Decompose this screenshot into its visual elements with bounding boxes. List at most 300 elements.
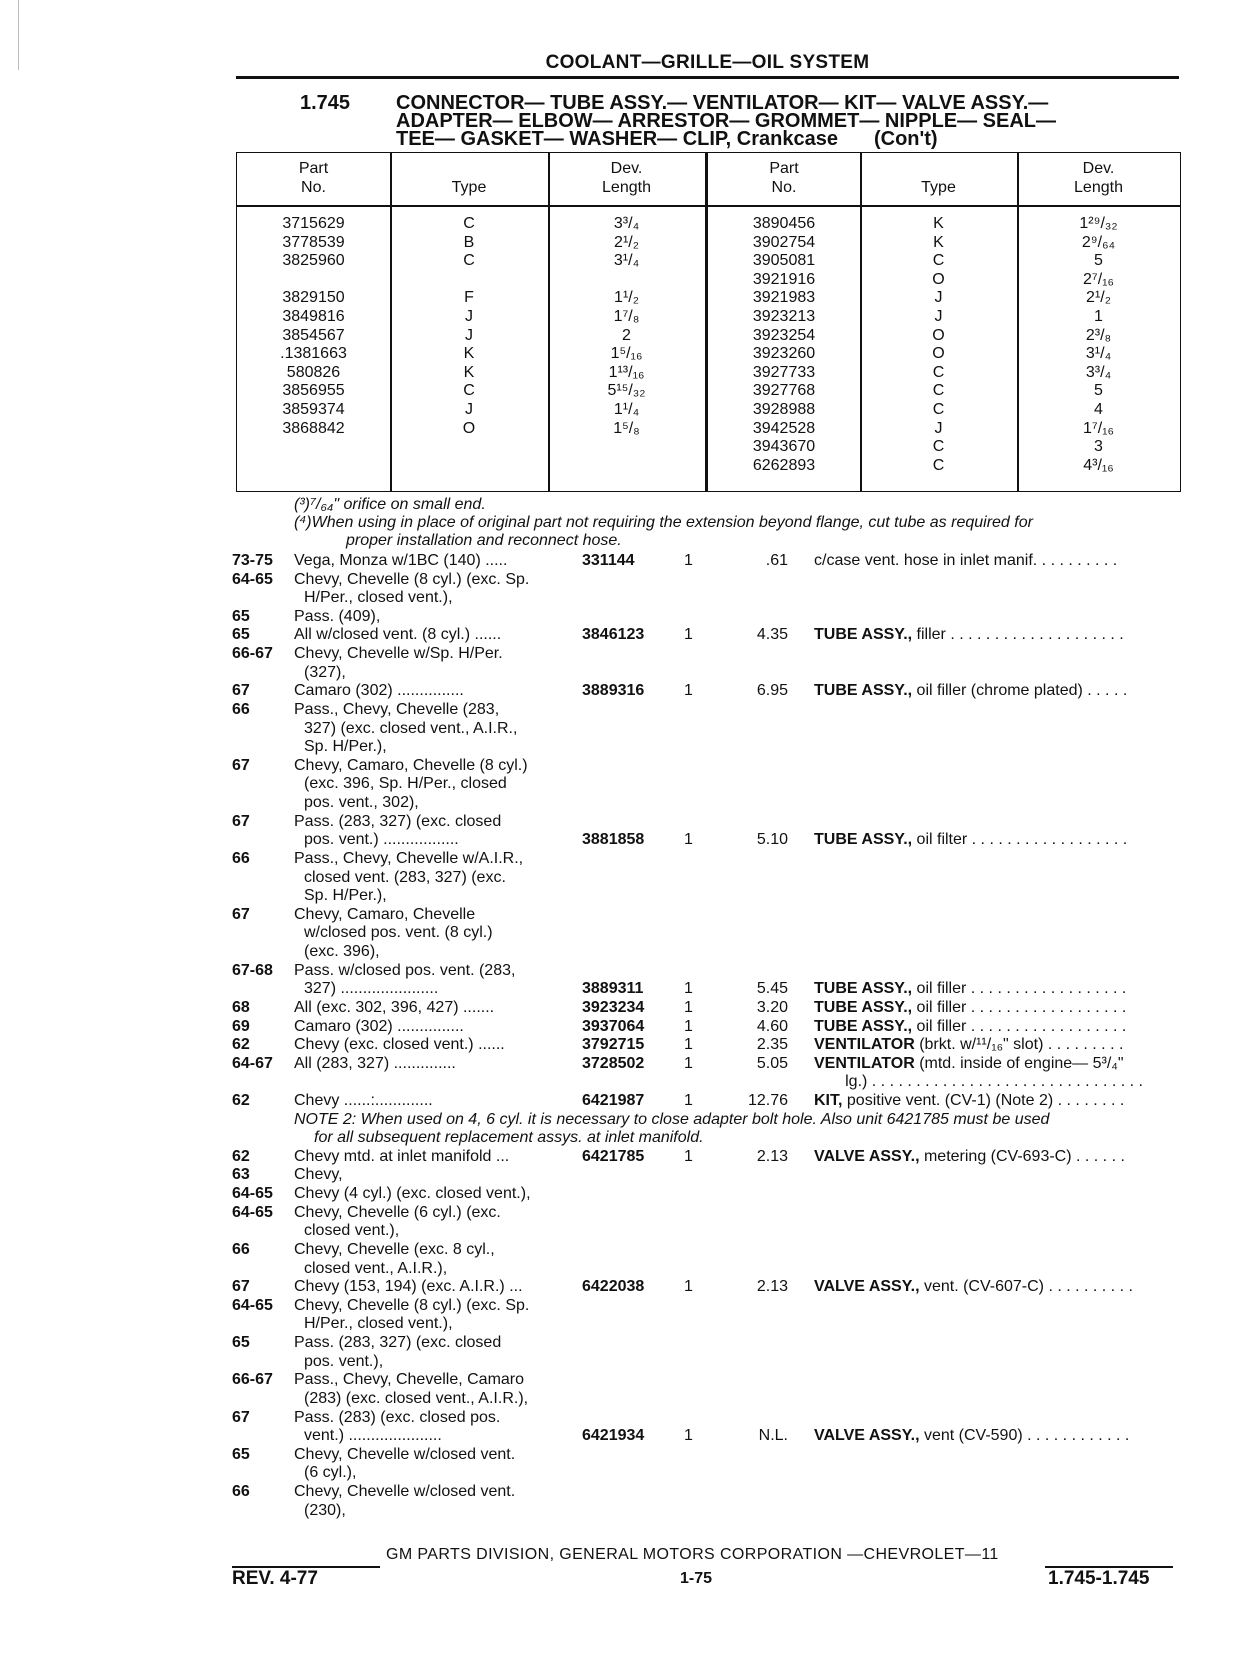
table-cell-type: C: [463, 382, 475, 400]
table-cell-type: J: [465, 400, 473, 418]
model-year: 65: [232, 1334, 250, 1352]
part-name-bold: TUBE ASSY.,: [814, 980, 913, 998]
model-year: 67: [232, 1408, 250, 1426]
application-description: (exc. 396, Sp. H/Per., closed: [304, 775, 507, 793]
footer-revision: REV. 4-77: [232, 1568, 318, 1589]
table-cell-length: [548, 438, 705, 457]
part-name: [814, 1092, 1124, 1111]
table-cell-part-no: [237, 457, 390, 476]
part-name: [814, 1427, 1129, 1446]
table-cell-length: 1¹/₂: [614, 289, 639, 307]
model-year: 66: [232, 700, 250, 718]
heading-continued: (Con't): [873, 128, 938, 150]
table-cell-length: 4: [1094, 400, 1103, 418]
quantity: 1: [684, 1427, 693, 1445]
table-cell-type: J: [465, 326, 473, 344]
model-year: 64-65: [232, 1185, 273, 1203]
price: 4.35: [756, 626, 788, 644]
parts-list-row: [232, 1502, 1182, 1521]
model-year: 73-75: [232, 552, 273, 569]
part-name-detail: metering (CV-693-C) . . . . . .: [919, 1147, 1125, 1165]
part-name: [814, 552, 1117, 571]
parts-list-row: [232, 1353, 1182, 1372]
parts-list-row: [232, 1297, 1182, 1316]
table-cell-length: 3¹/₄: [613, 252, 640, 270]
parts-list-row: [232, 626, 1182, 645]
quantity: 1: [684, 831, 693, 849]
price: .61: [765, 552, 788, 569]
parts-list-row: [232, 906, 1182, 925]
item-heading-line-2: ADAPTER— ELBOW— ARRESTOR— GROMMET— NIPPLE— SEAL—: [396, 110, 1057, 132]
quantity: 1: [684, 682, 693, 700]
parts-list-row: [232, 831, 1182, 850]
application-description: H/Per., closed vent.),: [304, 589, 453, 607]
table-cell-length: 2³/₈: [1085, 326, 1112, 344]
part-number: 3728502: [582, 1054, 645, 1072]
model-year: 66: [232, 1240, 250, 1258]
application-description: All (283, 327) ..............: [294, 1054, 456, 1072]
table-cell-part-no: 3921916: [752, 270, 816, 288]
application-description: Chevy, Chevelle (8 cyl.) (exc. Sp.: [294, 1296, 530, 1314]
parts-list-row: [232, 850, 1182, 869]
model-year: 67: [232, 682, 250, 700]
model-year: 65: [232, 626, 250, 644]
column-type-right: [860, 215, 1017, 475]
part-name: [814, 999, 1126, 1018]
table-cell-part-no: 3923213: [752, 307, 816, 325]
part-name-detail: vent (CV-590) . . . . . . . . . . . .: [919, 1427, 1130, 1445]
application-description: Chevy, Chevelle w/Sp. H/Per.: [294, 645, 503, 663]
parts-list-row: [232, 1446, 1182, 1465]
application-description: Pass., Chevy, Chevelle, Camaro: [294, 1371, 525, 1389]
parts-list-row: [232, 962, 1182, 981]
table-cell-length: 3¹/₄: [1085, 345, 1112, 363]
application-description: Chevy (exc. closed vent.) ......: [294, 1036, 505, 1054]
model-year: 64-67: [232, 1054, 273, 1072]
table-cell-length: 1¹³/₁₆: [608, 363, 645, 381]
table-cell-type: J: [934, 419, 943, 437]
table-header-rule: [237, 205, 1180, 207]
application-description: Chevy (4 cyl.) (exc. closed vent.),: [294, 1185, 531, 1203]
table-cell-length: 1⁵/₈: [613, 419, 640, 437]
table-cell-part-no: 3927733: [752, 363, 816, 381]
application-description: Chevy, Chevelle (8 cyl.) (exc. Sp.: [294, 570, 530, 588]
application-description: Sp. H/Per.),: [304, 887, 387, 905]
parts-list-row: [232, 1166, 1182, 1185]
header-type-right: Type: [921, 179, 956, 196]
table-cell-part-no: 3927768: [752, 382, 816, 400]
parts-list-row: [232, 664, 1182, 683]
parts-list-row: [232, 757, 1182, 776]
part-name-bold: VALVE ASSY.,: [814, 1427, 920, 1445]
table-cell-part-no: .1381663: [280, 345, 347, 363]
table-cell-type: O: [932, 345, 945, 363]
table-cell-type: [390, 271, 548, 290]
part-number: 3923234: [582, 998, 645, 1016]
quantity: 1: [684, 552, 693, 569]
table-cell-type: J: [934, 289, 943, 307]
price: 3.20: [756, 998, 788, 1016]
part-name-detail: (brkt. w/¹¹/₁₆" slot) . . . . . . . . .: [914, 1036, 1124, 1054]
application-description: closed vent., A.I.R.),: [304, 1259, 448, 1277]
part-number: 331144: [582, 552, 635, 569]
application-description: Chevy,: [294, 1166, 343, 1184]
application-description: Chevy, Chevelle (exc. 8 cyl.,: [294, 1240, 495, 1258]
table-cell-type: C: [932, 252, 945, 270]
section-title: COOLANT—GRILLE—OIL SYSTEM: [545, 52, 870, 73]
parts-list-row: [232, 1315, 1182, 1334]
parts-list-row: [232, 1427, 1182, 1446]
table-cell-length: 4³/₁₆: [1083, 456, 1114, 474]
part-name-bold: TUBE ASSY.,: [814, 682, 913, 700]
part-number: 6422038: [582, 1278, 645, 1296]
part-number: 3792715: [582, 1036, 645, 1054]
table-cell-part-no: 3923260: [752, 345, 816, 363]
parts-list-row: [232, 924, 1182, 943]
model-year: 64-65: [232, 1296, 273, 1314]
application-description: closed vent.),: [304, 1222, 400, 1240]
footer-item-range: 1.745-1.745: [1048, 1568, 1150, 1589]
model-year: 65: [232, 1445, 250, 1463]
part-name: [814, 831, 1127, 850]
application-description: closed vent. (283, 327) (exc.: [304, 868, 506, 886]
parts-list-row: [232, 943, 1182, 962]
application-description: Camaro (302) ...............: [294, 1017, 464, 1035]
parts-list-row: [232, 775, 1182, 794]
table-cell-part-no: [237, 438, 390, 457]
item-heading-line-3: [396, 130, 938, 149]
application-description: pos. vent., 302),: [304, 794, 419, 812]
application-description: All w/closed vent. (8 cyl.) ......: [294, 626, 502, 644]
parts-list-row: [232, 794, 1182, 813]
application-description: 327) ......................: [304, 980, 439, 998]
table-cell-type: K: [933, 215, 944, 232]
part-number: 3846123: [582, 626, 645, 644]
part-number: 6421934: [582, 1427, 645, 1445]
column-length-left: [548, 215, 705, 475]
model-year: 68: [232, 998, 250, 1016]
table-cell-part-no: 3778539: [282, 233, 345, 251]
quantity: 1: [684, 1147, 693, 1165]
table-cell-length: 1¹/₄: [613, 400, 640, 418]
application-description: Chevy ......:.............: [294, 1091, 433, 1109]
table-cell-type: C: [932, 400, 945, 418]
parts-list-row: [232, 1092, 1182, 1111]
part-name-detail: vent. (CV-607-C) . . . . . . . . . .: [919, 1278, 1133, 1296]
price: 2.13: [756, 1278, 788, 1296]
application-description: pos. vent.) .................: [304, 831, 459, 849]
table-cell-length: 5: [1094, 382, 1103, 400]
table-cell-type: [390, 457, 548, 476]
application-description: Chevy, Camaro, Chevelle (8 cyl.): [294, 756, 528, 774]
price: 2.35: [756, 1036, 788, 1054]
parts-list-row: [232, 1018, 1182, 1037]
model-year: 66-67: [232, 645, 273, 663]
table-cell-length: [548, 457, 705, 476]
parts-list-row: [232, 1278, 1182, 1297]
application-description: Pass. (283, 327) (exc. closed: [294, 812, 502, 830]
price: 4.60: [756, 1017, 788, 1035]
part-name-bold: TUBE ASSY.,: [814, 626, 913, 644]
part-name: [814, 626, 1124, 645]
model-year: 66: [232, 1483, 250, 1500]
parts-list-row: [232, 1185, 1182, 1204]
application-description: Pass., Chevy, Chevelle w/A.I.R.,: [294, 849, 524, 867]
header-part-no-right: Part No.: [769, 160, 799, 196]
column-part-no-left: [237, 215, 390, 475]
table-cell-part-no: 3825960: [282, 252, 345, 270]
part-name: [814, 1018, 1126, 1037]
table-cell-type: J: [465, 307, 473, 325]
table-cell-type: O: [932, 326, 945, 344]
quantity: 1: [684, 1036, 693, 1054]
table-cell-part-no: 3905081: [752, 252, 816, 270]
table-cell-type: C: [932, 382, 945, 400]
model-year: 67: [232, 1278, 250, 1296]
table-cell-length: 2: [622, 326, 631, 344]
table-cell-length: 3³/₄: [613, 215, 640, 232]
price: 5.05: [756, 1054, 788, 1072]
table-cell-length: 1⁷/₁₆: [1083, 419, 1114, 437]
parts-list-row: [232, 1036, 1182, 1055]
part-name: [814, 980, 1126, 999]
part-name: [814, 1278, 1133, 1297]
part-name: [814, 1073, 1143, 1092]
part-name-bold: TUBE ASSY.,: [814, 1017, 913, 1035]
application-description: Pass. (283) (exc. closed pos.: [294, 1408, 501, 1426]
application-description: w/closed pos. vent. (8 cyl.): [304, 924, 493, 942]
table-cell-length: 2¹/₂: [1086, 289, 1111, 307]
parts-list-row: [232, 887, 1182, 906]
item-heading-line-1: CONNECTOR— TUBE ASSY.— VENTILATOR— KIT— VALVE ASSY.—: [396, 92, 1049, 114]
column-length-right: [1017, 215, 1180, 475]
parts-list-row: [232, 1129, 1182, 1148]
application-description: 327) (exc. closed vent., A.I.R.,: [304, 719, 518, 737]
footer-page-number: 1-75: [680, 1570, 713, 1587]
quantity: 1: [684, 1017, 693, 1035]
table-cell-part-no: 3859374: [282, 400, 345, 418]
note-text: NOTE 2: When used on 4, 6 cyl. it is necessary to close adapter bolt hole. Also unit 6421785 must be used: [294, 1110, 1050, 1128]
model-year: 62: [232, 1036, 250, 1054]
note-text: for all subsequent replacement assys. at inlet manifold.: [314, 1129, 704, 1147]
application-description: (6 cyl.),: [304, 1464, 357, 1482]
table-cell-part-no: 3943670: [752, 438, 816, 456]
application-description: Vega, Monza w/1BC (140) .....: [294, 552, 508, 569]
table-cell-length: 1²⁹/₃₂: [1079, 215, 1118, 232]
quantity: 1: [684, 980, 693, 998]
parts-list-row: [232, 1241, 1182, 1260]
quantity: 1: [684, 1091, 693, 1109]
application-description: Chevy, Chevelle w/closed vent.: [294, 1483, 516, 1500]
table-cell-part-no: 3923254: [752, 326, 816, 344]
table-cell-length: 2⁹/₆₄: [1081, 233, 1116, 251]
part-name-bold: VALVE ASSY.,: [814, 1147, 920, 1165]
table-cell-length: 5: [1094, 252, 1103, 270]
table-cell-part-no: 3854567: [282, 326, 345, 344]
part-name: [814, 682, 1127, 701]
table-cell-length: 2⁷/₁₆: [1083, 270, 1114, 288]
application-description: Sp. H/Per.),: [304, 738, 387, 756]
part-name-detail: (mtd. inside of engine— 5³/₄": [914, 1054, 1124, 1072]
header-part-no-left: Part No.: [298, 160, 329, 196]
table-cell-part-no: 6262893: [752, 456, 816, 474]
model-year: 62: [232, 1147, 250, 1165]
price: 5.10: [756, 831, 788, 849]
table-cell-type: B: [463, 233, 475, 251]
table-cell-type: C: [463, 215, 475, 232]
model-year: 67-68: [232, 961, 273, 979]
quantity: 1: [684, 998, 693, 1016]
table-cell-part-no: 3849816: [282, 307, 345, 325]
application-description: All (exc. 302, 396, 427) .......: [294, 998, 495, 1016]
parts-list-row: [232, 701, 1182, 720]
application-description: Pass. (409),: [294, 607, 381, 625]
table-cell-length: [548, 271, 705, 290]
parts-length-table: [236, 152, 1181, 492]
table-cell-part-no: 3942528: [752, 419, 816, 437]
table-cell-part-no: 3856955: [282, 382, 345, 400]
application-description: Camaro (302) ...............: [294, 682, 464, 700]
application-description: (327),: [304, 663, 346, 681]
part-name-detail: c/case vent. hose in inlet manif. . . . . . . . . .: [814, 552, 1118, 569]
table-cell-part-no: 3921983: [752, 289, 816, 307]
part-name-detail: oil filler (chrome plated) . . . . .: [912, 682, 1128, 700]
application-description: Chevy (153, 194) (exc. A.I.R.) ...: [294, 1278, 523, 1296]
table-cell-length: 2¹/₂: [614, 233, 639, 251]
parts-list-row: [232, 571, 1182, 590]
model-year: 67: [232, 756, 250, 774]
parts-list-row: [232, 1204, 1182, 1223]
part-number: 6421987: [582, 1091, 645, 1109]
parts-list-row: [232, 1334, 1182, 1353]
parts-list-row: [232, 608, 1182, 627]
quantity: 1: [684, 1054, 693, 1072]
part-name-detail: lg.) . . . . . . . . . . . . . . . . . . . . . . . . . . . . . . .: [814, 1073, 1143, 1091]
price: 5.45: [756, 980, 788, 998]
quantity: 1: [684, 1278, 693, 1296]
parts-list-row: [232, 1483, 1182, 1502]
table-cell-type: O: [462, 419, 476, 437]
application-description: Pass. (283, 327) (exc. closed: [294, 1334, 502, 1352]
column-part-no-right: [708, 215, 860, 475]
part-name-bold: TUBE ASSY.,: [814, 998, 913, 1016]
table-cell-length: 3³/₄: [1085, 363, 1112, 381]
column-type-left: [390, 215, 548, 475]
table-cell-type: O: [932, 270, 945, 288]
table-cell-type: K: [463, 345, 475, 363]
table-cell-part-no: 3829150: [282, 289, 345, 307]
table-cell-type: J: [934, 307, 943, 325]
parts-list-row: [232, 980, 1182, 999]
part-name-bold: TUBE ASSY.,: [814, 831, 913, 849]
header-length-left: Dev. Length: [602, 160, 651, 196]
table-cell-part-no: 3928988: [752, 400, 816, 418]
footnote-4-cont: proper installation and reconnect hose.: [346, 532, 622, 549]
part-name: [814, 1148, 1125, 1167]
price: 6.95: [756, 682, 788, 700]
table-cell-type: C: [463, 252, 475, 270]
header-type-left: Type: [451, 179, 487, 196]
application-description: Pass., Chevy, Chevelle (283,: [294, 700, 500, 718]
model-year: 67: [232, 812, 250, 830]
table-cell-length: 3: [1094, 438, 1103, 456]
table-bottom-rule: [237, 491, 1180, 492]
parts-list-row: [232, 1371, 1182, 1390]
part-name-detail: oil filler . . . . . . . . . . . . . . . . . .: [912, 980, 1127, 998]
application-description: (230),: [304, 1501, 346, 1519]
part-number: 3937064: [582, 1017, 645, 1035]
parts-list-row: [232, 552, 1182, 571]
binding-mark: [18, 0, 19, 70]
parts-list-row: [232, 1073, 1182, 1092]
price: 2.13: [756, 1147, 788, 1165]
table-cell-part-no: 3715629: [282, 215, 345, 232]
table-cell-type: [390, 438, 548, 457]
table-cell-part-no: 3902754: [752, 233, 816, 251]
quantity: 1: [684, 626, 693, 644]
parts-list-row: [232, 682, 1182, 701]
model-year: 64-65: [232, 570, 273, 588]
footnote-4: (⁴)When using in place of original part not requiring the extension beyond flange, cut tube as required for: [294, 514, 1033, 531]
footer-division: GM PARTS DIVISION, GENERAL MOTORS CORPORATION —CHEVROLET—11: [386, 1546, 999, 1563]
parts-list-row: [232, 1222, 1182, 1241]
heading-line-3-text: TEE— GASKET— WASHER— CLIP, Crankcase: [396, 128, 838, 150]
part-name-detail: positive vent. (CV-1) (Note 2) . . . . . . . .: [842, 1091, 1125, 1109]
part-name-bold: KIT,: [814, 1091, 843, 1109]
parts-list-row: [232, 645, 1182, 664]
part-name-bold: VENTILATOR: [814, 1054, 915, 1072]
application-description: H/Per., closed vent.),: [304, 1315, 453, 1333]
part-name-bold: VALVE ASSY.,: [814, 1278, 920, 1296]
table-cell-type: K: [933, 233, 944, 251]
parts-list-row: [232, 720, 1182, 739]
title-rule: [236, 76, 1179, 79]
part-number: 3889311: [582, 980, 644, 998]
part-name: [814, 1036, 1123, 1055]
price: N.L.: [758, 1427, 788, 1445]
parts-list-row: [232, 738, 1182, 757]
table-cell-type: C: [932, 363, 945, 381]
table-cell-part-no: 3868842: [282, 419, 345, 437]
parts-list-row: [232, 1148, 1182, 1167]
application-description: Chevy, Chevelle w/closed vent.: [294, 1445, 516, 1463]
parts-list-row: [232, 1390, 1182, 1409]
parts-list-row: [232, 869, 1182, 888]
parts-list-row: [232, 589, 1182, 608]
price: 12.76: [747, 1091, 788, 1109]
application-description: Chevy mtd. at inlet manifold ...: [294, 1147, 510, 1165]
part-name-detail: oil filter . . . . . . . . . . . . . . . . . .: [912, 831, 1128, 849]
application-description: Chevy, Camaro, Chevelle: [294, 905, 476, 923]
model-year: 67: [232, 905, 250, 923]
model-year: 66: [232, 849, 250, 867]
table-cell-part-no: 580826: [286, 363, 341, 381]
model-year: 62: [232, 1091, 250, 1109]
table-cell-length: 1⁷/₈: [613, 307, 640, 325]
model-year: 63: [232, 1166, 250, 1184]
table-cell-type: C: [932, 456, 945, 474]
table-cell-type: C: [932, 438, 945, 456]
parts-list-row: [232, 999, 1182, 1018]
header-length-right: Dev. Length: [1074, 160, 1123, 196]
part-number: 6421785: [582, 1147, 645, 1165]
model-year: 69: [232, 1017, 250, 1035]
application-description: (exc. 396),: [304, 943, 380, 961]
application-description: Pass. w/closed pos. vent. (283,: [294, 961, 516, 979]
part-number: 3889316: [582, 682, 645, 700]
application-description: pos. vent.),: [304, 1352, 384, 1370]
item-number: 1.745: [300, 92, 351, 114]
